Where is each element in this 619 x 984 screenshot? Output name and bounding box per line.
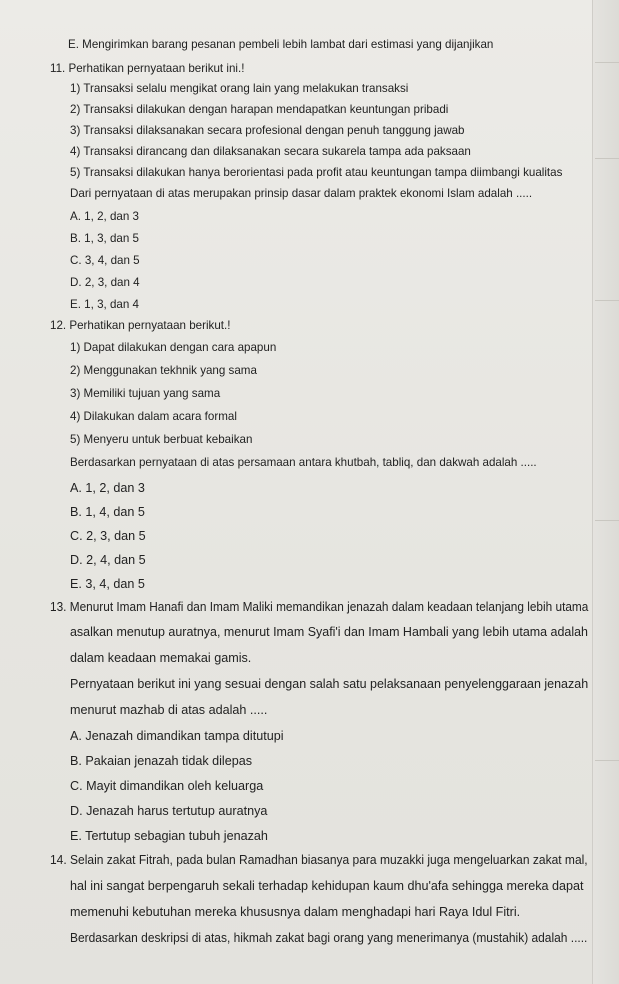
question-12-statement: 2) Menggunakan tekhnik yang sama	[70, 364, 257, 377]
question-13-text: menurut mazhab di atas adalah .....	[70, 703, 268, 717]
question-12-statement: 4) Dilakukan dalam acara formal	[70, 410, 237, 423]
question-14-text: memenuhi kebutuhan mereka khususnya dalam menghadapi hari Raya Idul Fitri.	[70, 905, 521, 919]
question-12-option-e[interactable]: E. 3, 4, dan 5	[70, 577, 145, 591]
question-11-statement: 4) Transaksi dirancang dan dilaksanakan secara sukarela tampa ada paksaan	[70, 145, 471, 158]
question-13-text: 13. Menurut Imam Hanafi dan Imam Maliki memandikan jenazah dalam keadaan telanjang lebih utama	[50, 600, 589, 614]
question-12-option-d[interactable]: D. 2, 4, dan 5	[70, 553, 146, 567]
question-13-option-e[interactable]: E. Tertutup sebagian tubuh jenazah	[70, 829, 268, 843]
question-11-option-a[interactable]: A. 1, 2, dan 3	[70, 210, 139, 223]
question-12-statement: 1) Dapat dilakukan dengan cara apapun	[70, 341, 277, 354]
question-11-prompt: Dari pernyataan di atas merupakan prinsip dasar dalam praktek ekonomi Islam adalah .....	[70, 187, 533, 200]
question-13-option-c[interactable]: C. Mayit dimandikan oleh keluarga	[70, 779, 264, 793]
question-14-text: hal ini sangat berpengaruh sekali terhadap kehidupan kaum dhu'afa sehingga mereka dapat	[70, 879, 584, 893]
question-12-statement: 5) Menyeru untuk berbuat kebaikan	[70, 433, 253, 446]
question-11-option-c[interactable]: C. 3, 4, dan 5	[70, 254, 140, 267]
question-11-option-d[interactable]: D. 2, 3, dan 4	[70, 276, 140, 289]
question-14-text: 14. Selain zakat Fitrah, pada bulan Ramadhan biasanya para muzakki juga mengeluarkan zakat mal,	[50, 853, 588, 867]
question-11-statement: 2) Transaksi dilakukan dengan harapan mendapatkan keuntungan pribadi	[70, 103, 449, 116]
question-13-option-d[interactable]: D. Jenazah harus tertutup auratnya	[70, 804, 268, 818]
question-12-prompt: Berdasarkan pernyataan di atas persamaan antara khutbah, tabliq, dan dakwah adalah .....	[70, 456, 537, 469]
question-13-text: dalam keadaan memakai gamis.	[70, 651, 252, 665]
question-11-statement: 5) Transaksi dilakukan hanya berorientasi pada profit atau keuntungan tampa diimbangi kualitas	[70, 166, 563, 179]
previous-question-option-e: E. Mengirimkan barang pesanan pembeli lebih lambat dari estimasi yang dijanjikan	[68, 38, 494, 51]
question-11-statement: 1) Transaksi selalu mengikat orang lain yang melakukan transaksi	[70, 82, 409, 95]
question-13-option-a[interactable]: A. Jenazah dimandikan tampa ditutupi	[70, 729, 284, 743]
question-14-text: Berdasarkan deskripsi di atas, hikmah zakat bagi orang yang menerimanya (mustahik) adalah .....	[70, 931, 588, 945]
question-13-text: Pernyataan berikut ini yang sesuai dengan salah satu pelaksanaan penyelenggaraan jenazah	[70, 677, 589, 691]
question-12-option-c[interactable]: C. 2, 3, dan 5	[70, 529, 146, 543]
question-11-option-e[interactable]: E. 1, 3, dan 4	[70, 298, 139, 311]
question-13-text: asalkan menutup auratnya, menurut Imam Syafi'i dan Imam Hambali yang lebih utama adalah	[70, 625, 589, 639]
question-11-option-b[interactable]: B. 1, 3, dan 5	[70, 232, 139, 245]
question-12-option-b[interactable]: B. 1, 4, dan 5	[70, 505, 145, 519]
question-11-statement: 3) Transaksi dilaksanakan secara profesional dengan penuh tanggung jawab	[70, 124, 465, 137]
question-11-header: 11. Perhatikan pernyataan berikut ini.!	[50, 62, 245, 75]
next-page-edge	[592, 0, 619, 984]
question-12-option-a[interactable]: A. 1, 2, dan 3	[70, 481, 145, 495]
question-13-option-b[interactable]: B. Pakaian jenazah tidak dilepas	[70, 754, 253, 768]
question-12-statement: 3) Memiliki tujuan yang sama	[70, 387, 221, 400]
question-12-header: 12. Perhatikan pernyataan berikut.!	[50, 319, 231, 332]
